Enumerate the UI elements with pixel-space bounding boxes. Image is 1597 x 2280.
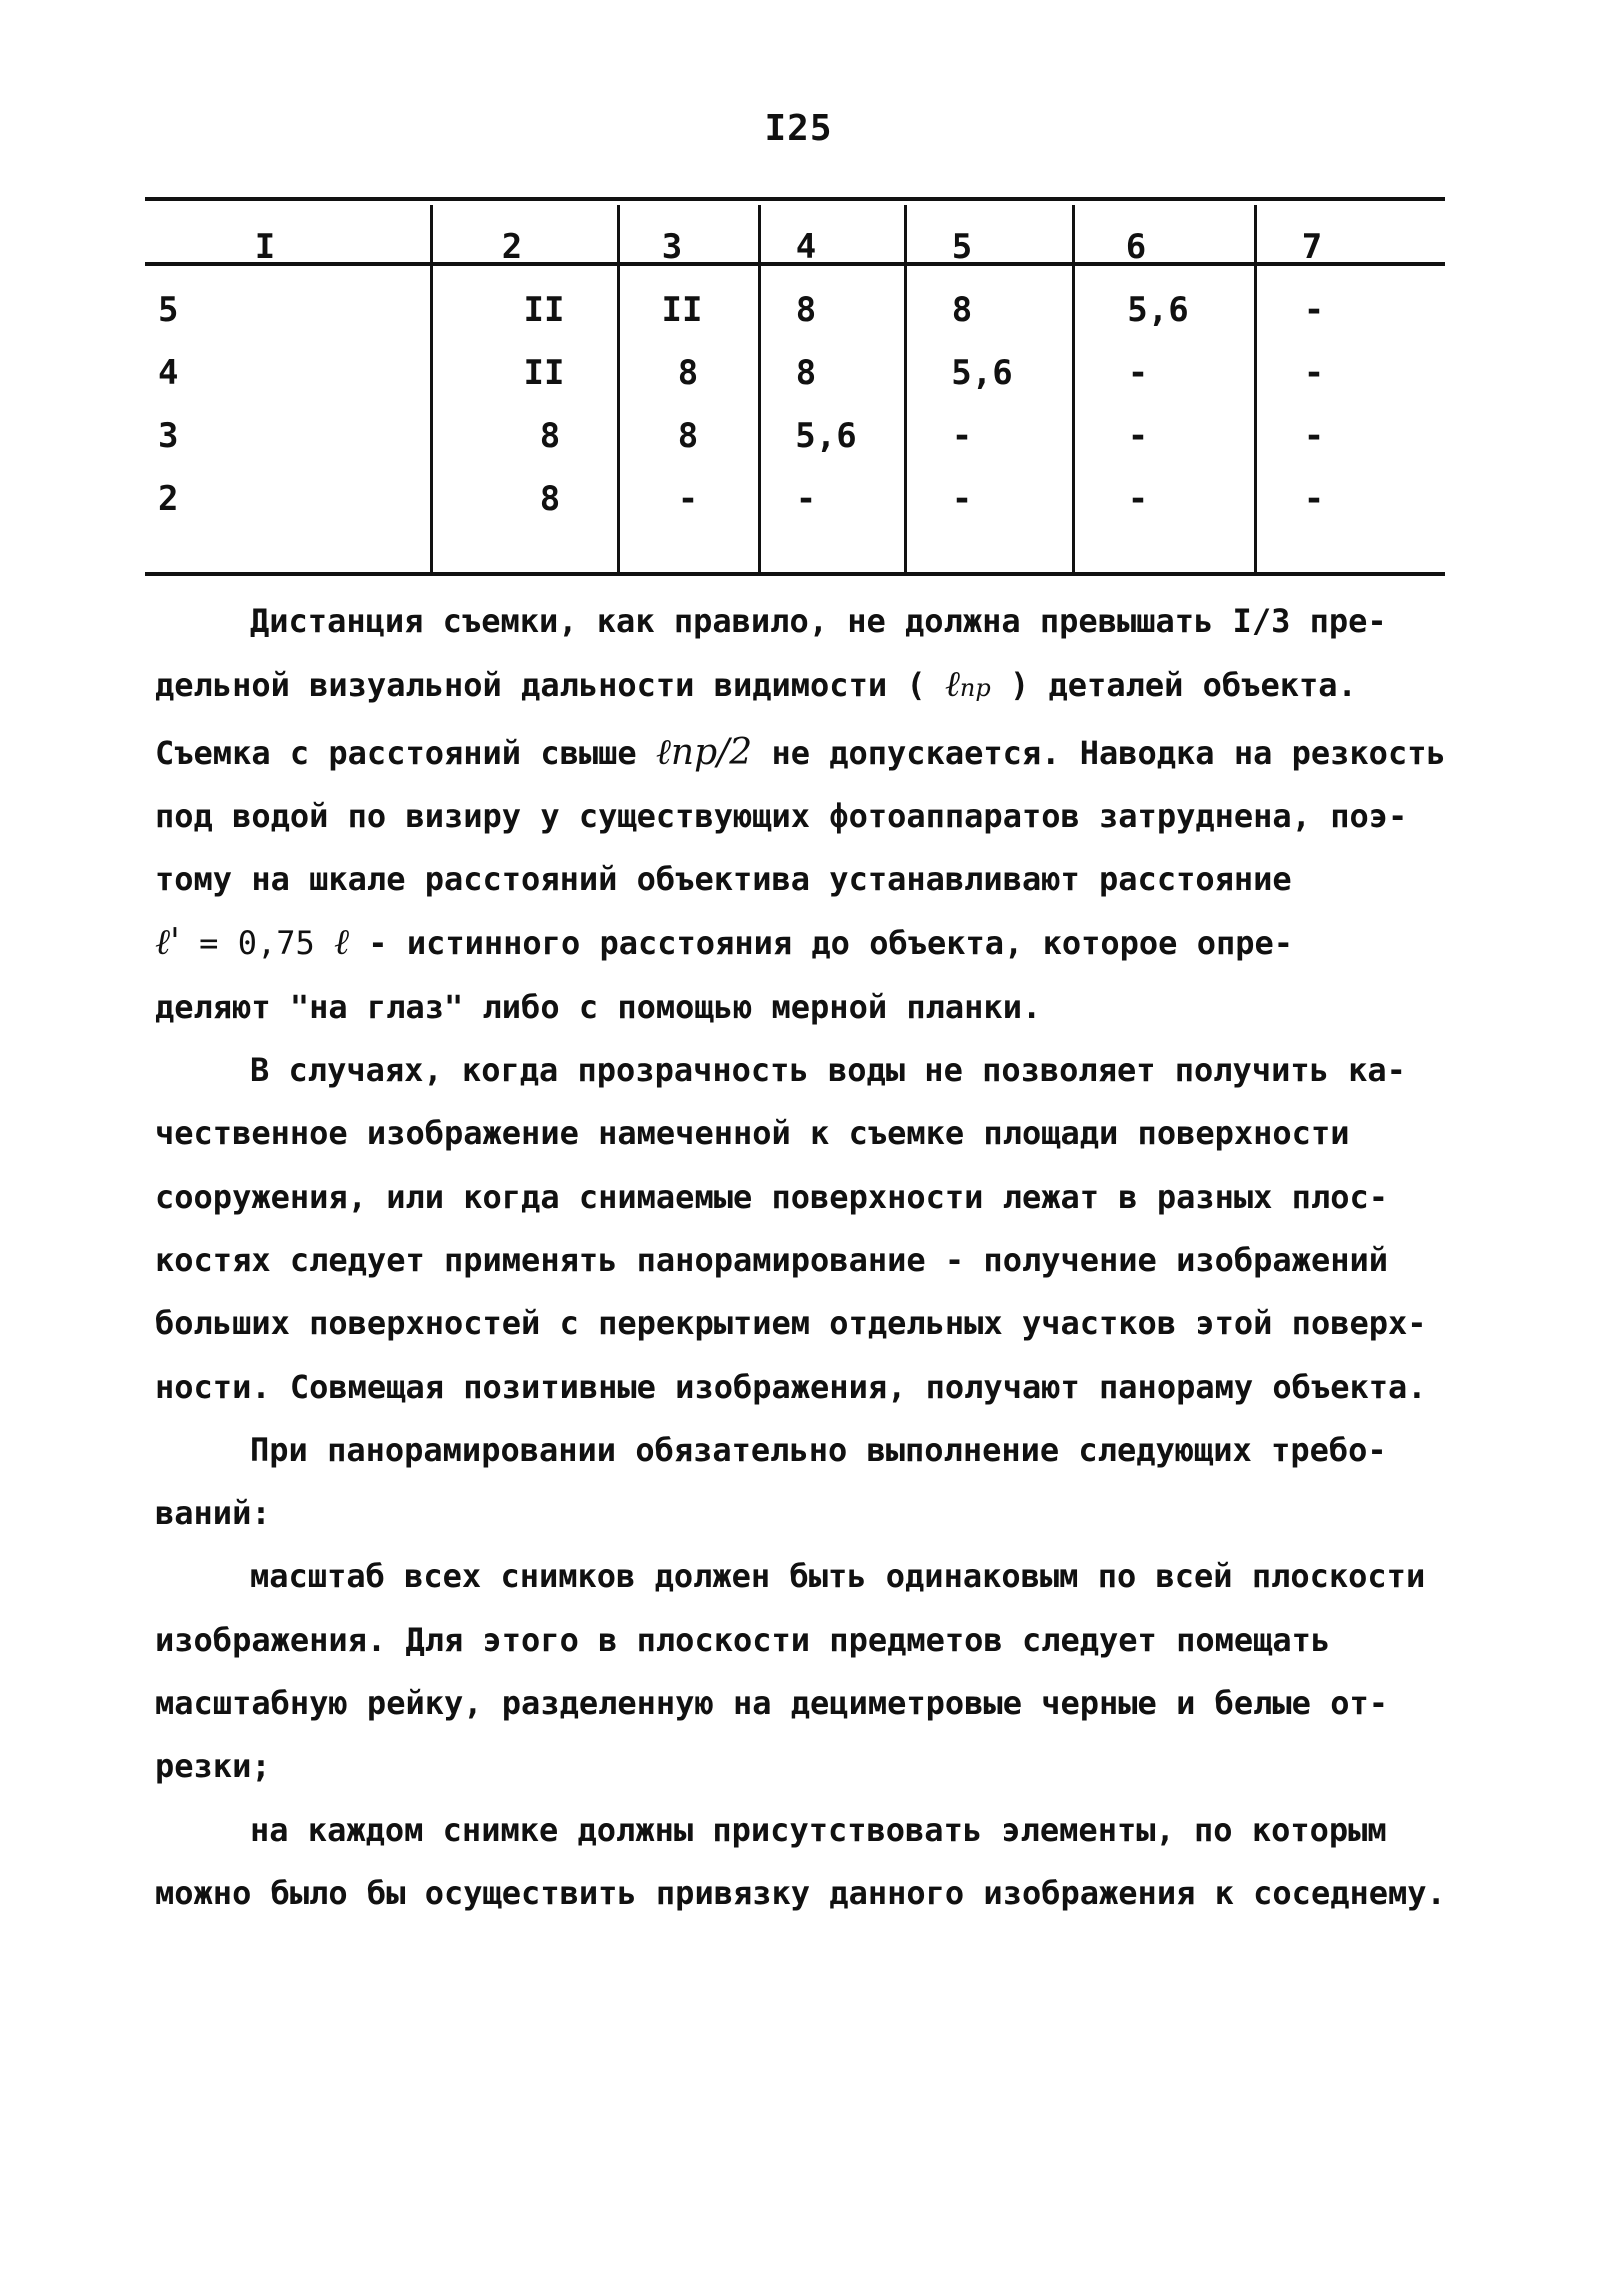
text-fragment: Съемка с расстояний свыше (155, 733, 637, 772)
text-line: можно было бы осуществить привязку данного изображения к соседнему. (155, 1873, 1446, 1912)
text-line: костях следует применять панорамирование - получение изображений (155, 1240, 1388, 1279)
table-col-divider (904, 205, 907, 572)
table-cell: 5,6 (951, 353, 1013, 393)
text-line: ваний: (155, 1494, 271, 1533)
table-cell: 2 (158, 479, 179, 519)
table-cell: 5,6 (795, 416, 857, 456)
page-number: I25 (764, 108, 833, 149)
text-line: тому на шкале расстояний объектива устанавливают расстояние (155, 860, 1292, 899)
table-top-rule (145, 197, 1445, 201)
table-cell: - (795, 479, 817, 519)
table-cell: 8 (539, 416, 561, 456)
table-cell: - (951, 416, 973, 456)
table-cell: - (1127, 353, 1149, 393)
table-cell: 5,6 (1127, 290, 1189, 330)
handwritten-symbol: ℓ (334, 922, 350, 964)
body-text (155, 590, 1465, 1925)
handwritten-symbol: ℓ' (155, 922, 180, 964)
table-cell: - (677, 479, 699, 519)
text-line: В случаях, когда прозрачность воды не позволяет получить ка- (250, 1051, 1406, 1090)
table-cell: 3 (158, 416, 179, 456)
table-cell: II (661, 290, 703, 330)
table-cell: 8 (795, 353, 817, 393)
table-cell: - (1127, 416, 1149, 456)
table-cell: - (951, 479, 973, 519)
text-line: масштаб всех снимков должен быть одинаковым по всей плоскости (250, 1557, 1426, 1596)
table-header-cell: 2 (501, 227, 523, 267)
table-header-cell: 5 (951, 227, 973, 267)
table-header-cell: 6 (1125, 227, 1147, 267)
table-cell: - (1303, 479, 1325, 519)
table-cell: - (1303, 290, 1325, 330)
table-cell: - (1127, 479, 1149, 519)
table-col-divider (1072, 205, 1075, 572)
data-table (0, 0, 1597, 600)
table-col-divider (617, 205, 620, 572)
text-line (155, 721, 1465, 785)
table-cell: 8 (677, 416, 699, 456)
text-fragment: - истинного расстояния до объекта, которое опре- (368, 924, 1294, 963)
table-cell: 8 (677, 353, 699, 393)
table-cell: 8 (795, 290, 817, 330)
table-col-divider (758, 205, 761, 572)
text-line: чественное изображение намеченной к съемке площади поверхности (155, 1114, 1350, 1153)
table-cell: 8 (539, 479, 561, 519)
text-line: масштабную рейку, разделенную на дециметровые черные и белые от- (155, 1684, 1388, 1723)
table-header-cell: 3 (661, 227, 683, 267)
text-line: больших поверхностей с перекрытием отдельных участков этой поверх- (155, 1304, 1427, 1343)
table-bottom-rule (145, 572, 1445, 576)
table-cell: II (523, 353, 565, 393)
text-line: под водой по визиру у существующих фотоаппаратов затруднена, поэ- (155, 796, 1408, 835)
text-line: сооружения, или когда снимаемые поверхности лежат в разных плос- (155, 1177, 1388, 1216)
table-cell: 5 (158, 290, 179, 330)
table-cell: - (1303, 353, 1325, 393)
text-line: изображения. Для этого в плоскости предметов следует помещать (155, 1620, 1331, 1659)
table-cell: - (1303, 416, 1325, 456)
table-cell: 4 (158, 353, 179, 393)
table-header-cell: I (254, 227, 276, 267)
handwritten-symbol: ℓ (944, 664, 960, 706)
text-line: При панорамировании обязательно выполнение следующих требо- (250, 1430, 1387, 1469)
text-line (155, 911, 1465, 975)
text-line: на каждом снимке должны присутствовать элементы, по которым (250, 1810, 1387, 1849)
text-line: Дистанция съемки, как правило, не должна превышать I/3 пре- (250, 602, 1387, 640)
text-fragment: ) деталей объекта. (1009, 666, 1357, 705)
text-line: резки; (155, 1747, 271, 1786)
table-cell: 8 (951, 290, 973, 330)
text-fragment: не допускается. Наводка на резкость (771, 733, 1446, 772)
text-line (155, 653, 1465, 720)
text-fragment: дельной визуальной дальности видимости ( (155, 666, 926, 705)
text-line: ности. Совмещая позитивные изображения, получают панораму объекта. (155, 1367, 1427, 1406)
text-line: деляют "на глаз" либо с помощью мерной планки. (155, 987, 1042, 1026)
handwritten-subscript: пр (959, 674, 991, 703)
text-fragment: = 0,75 (199, 924, 315, 963)
handwritten-fraction: ℓпр/2 (655, 731, 753, 773)
table-col-divider (430, 205, 433, 572)
table-col-divider (1254, 205, 1257, 572)
table-cell: II (523, 290, 565, 330)
table-header-cell: 4 (795, 227, 817, 267)
table-header-cell: 7 (1301, 227, 1323, 267)
